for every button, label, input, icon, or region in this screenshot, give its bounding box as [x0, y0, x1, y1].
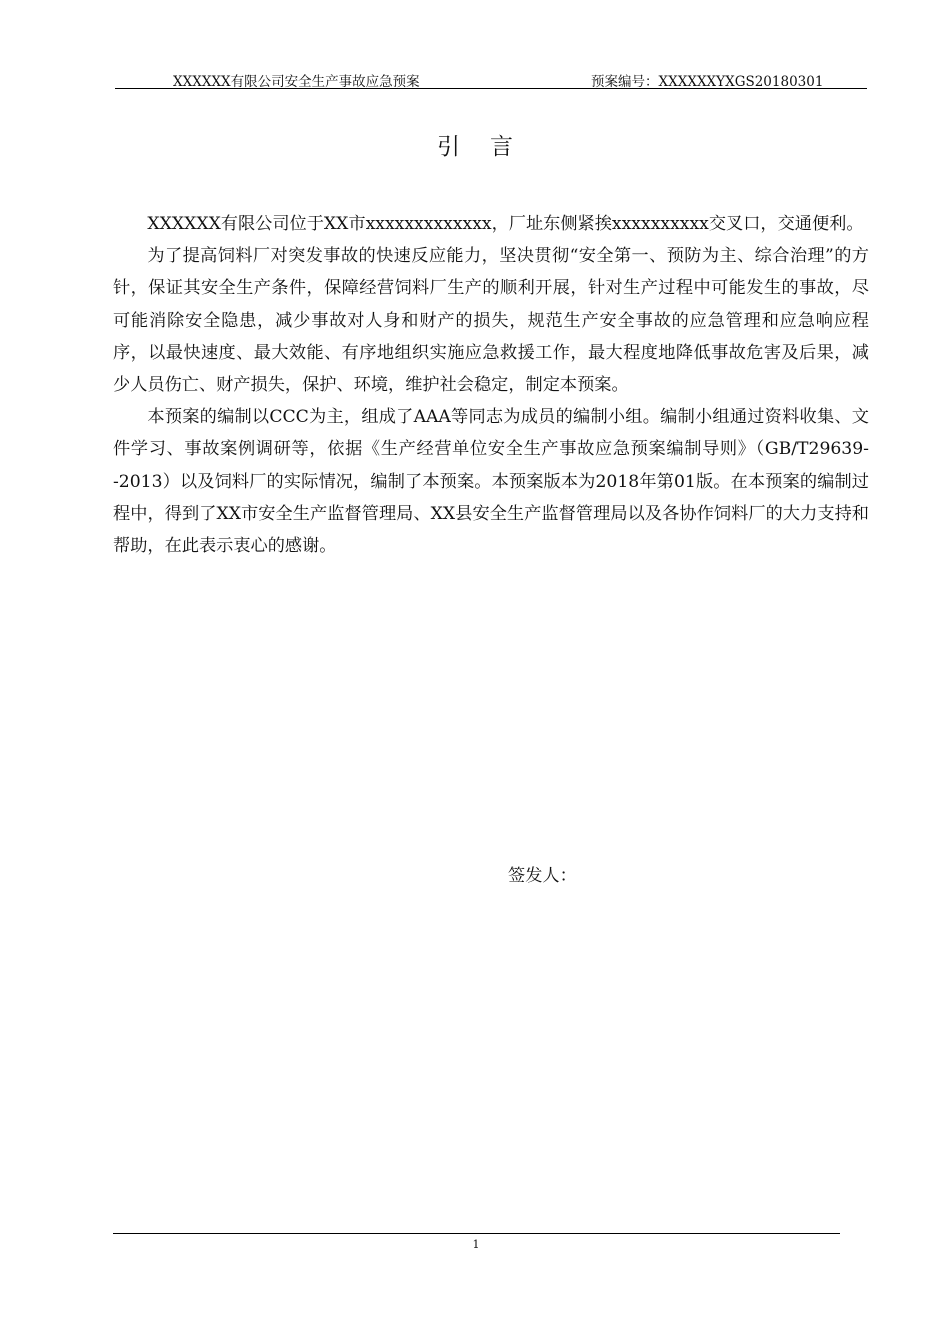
page-number: 1 [472, 1238, 480, 1251]
paragraph-compilation: 本预案的编制以CCC为主，组成了AAA等同志为成员的编制小组。编制小组通过资料收集、文件学习、事故案例调研等，依据《生产经营单位安全生产事故应急预案编制导则》（GB/T29639--2013）以及饲料厂的实际情况，编制了本预案。本预案版本为2018年第01版。在本预案的编制过程中，得到了XX市安全生产监督管理局、XX县安全生产监督管理局以及各协作饲料厂的大力支持和帮助，在此表示衷心的感谢。 [113, 407, 869, 557]
page-header [115, 68, 867, 89]
page-title: 引言 [437, 134, 543, 160]
footer-divider [113, 1233, 840, 1234]
signature-label: 签发人： [508, 866, 577, 886]
paragraph-purpose: 为了提高饲料厂对突发事故的快速反应能力，坚决贯彻“安全第一、预防为主、综合治理”的方针，保证其安全生产条件，保障经营饲料厂生产的顺利开展，针对生产过程中可能发生的事故，尽可能消除安全隐患，减少事故对人身和财产的损失，规范生产安全事故的应急管理和应急响应程序，以最快速度、最大效能、有序地组织实施应急救援工作，最大程度地降低事故危害及后果，减少人员伤亡、财产损失，保护、环境，维护社会稳定，制定本预案。 [113, 246, 869, 396]
paragraph-location: XXXXXX有限公司位于XX市xxxxxxxxxxxxx，厂址东侧紧挨xxxxxxxxxx交叉口，交通便利。 [147, 214, 864, 234]
body-text [113, 208, 869, 562]
header-plan-number: 预案编号：XXXXXXYXGS20180301 [591, 74, 824, 90]
header-document-title: XXXXXX有限公司安全生产事故应急预案 [173, 74, 420, 90]
